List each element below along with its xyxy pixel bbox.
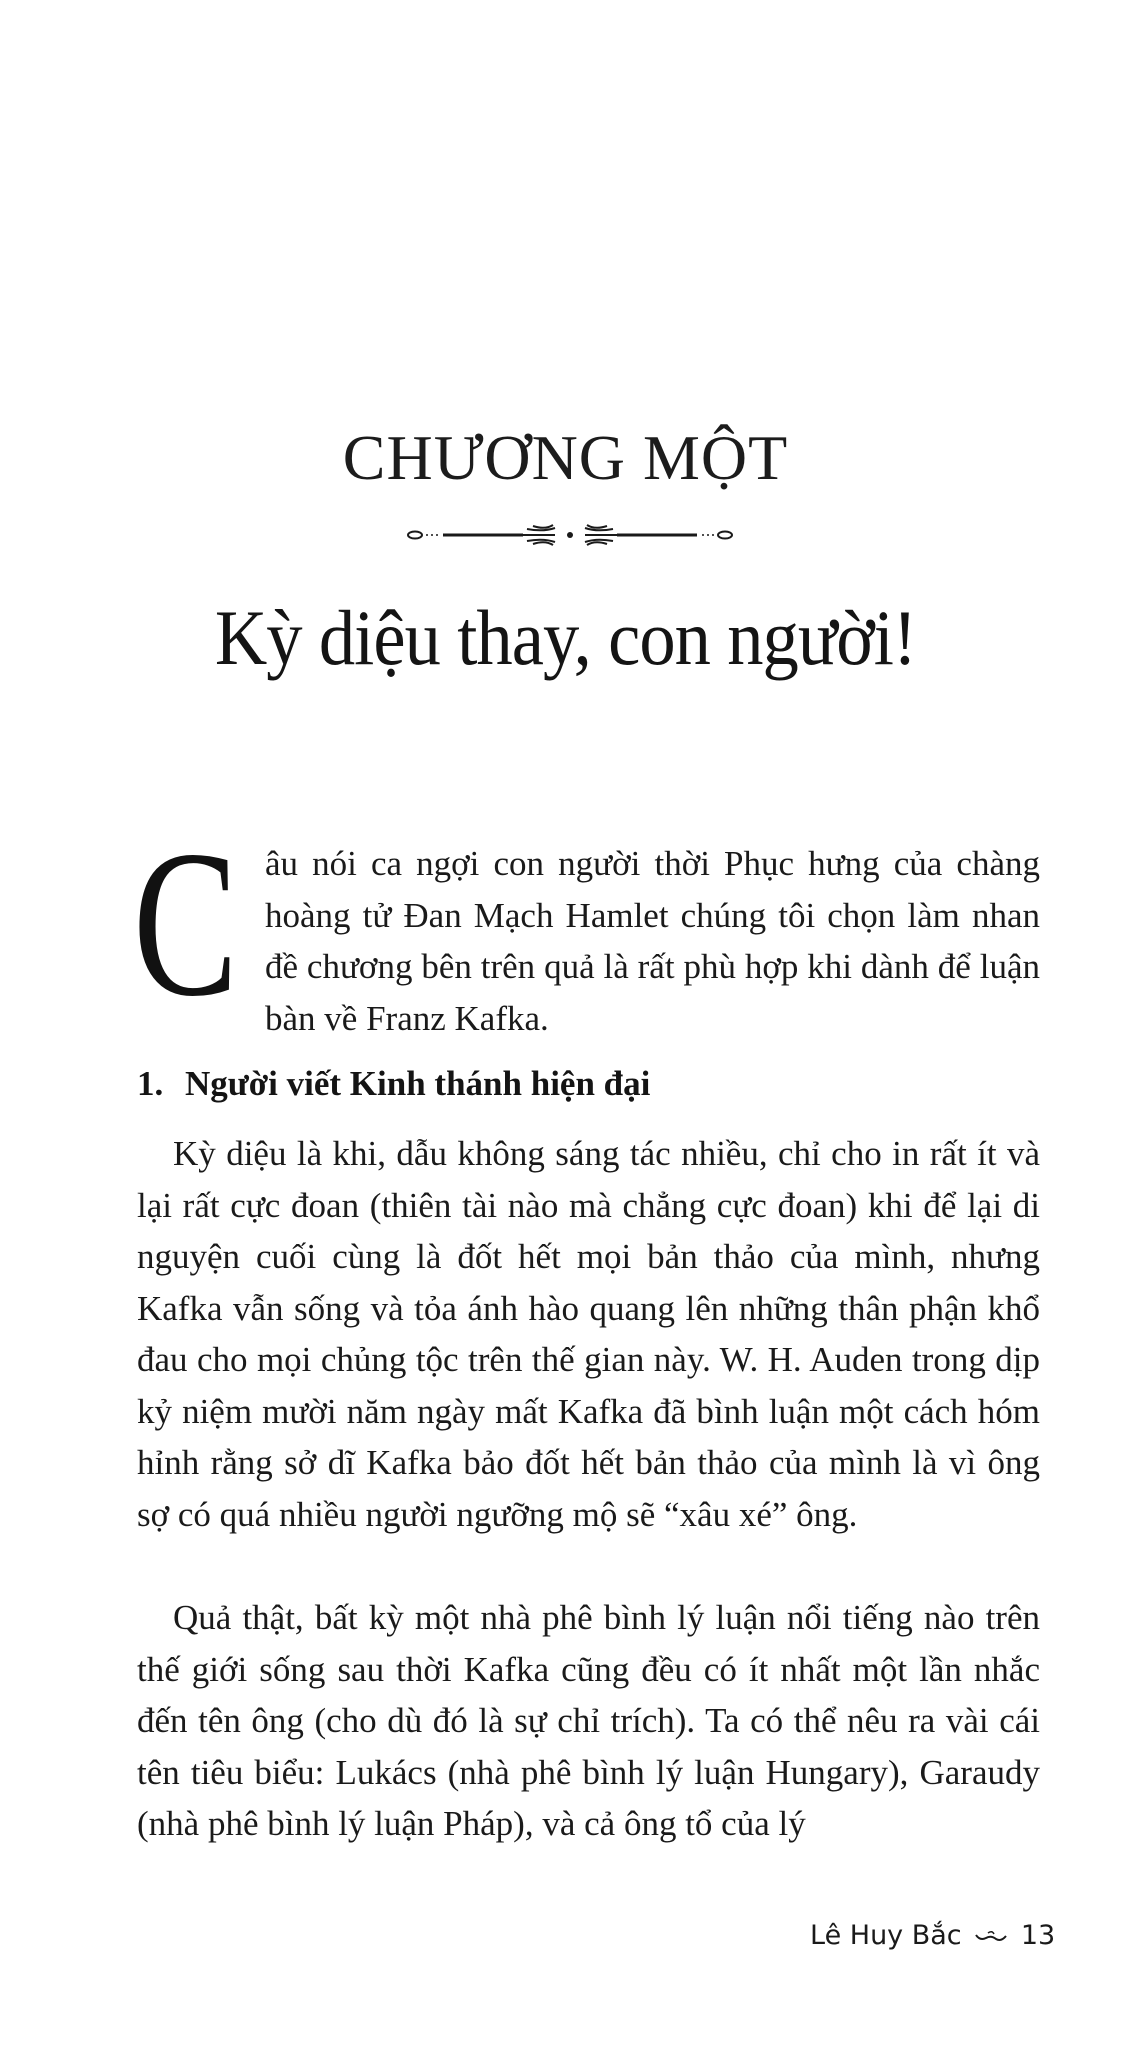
intro-paragraph bbox=[133, 808, 1040, 1044]
footer-flourish-icon bbox=[974, 1929, 1008, 1945]
chapter-title: Kỳ diệu thay, con người! bbox=[214, 594, 917, 681]
page-footer bbox=[810, 1916, 1055, 1956]
section-heading bbox=[137, 1058, 650, 1110]
page-number: 13 bbox=[1020, 1920, 1056, 1951]
chapter-label: CHƯƠNG MỘT bbox=[342, 422, 789, 493]
section-number: 1. bbox=[137, 1064, 164, 1103]
body-paragraph: Kỳ diệu là khi, dẫu không sáng tác nhiều, chỉ cho in rất ít và lại rất cực đoan (thiên tài nào mà chẳng cực đoan) khi để lại di nguyện cuối cùng là đốt hết mọi bản thảo của mình, nhưng Kafka vẫn sống và tỏa ánh hào quang lên những thân phận khổ đau cho mọi chủng tộc trên thế gian này. W. H. Auden trong dịp kỷ niệm mười năm ngày mất Kafka đã bình luận một cách hóm hỉnh rằng sở dĩ Kafka bảo đốt hết bản thảo của mình là vì ông sợ có quá nhiều người ngưỡng mộ sẽ “xâu xé” ông. bbox=[137, 1134, 1040, 1534]
decorative-divider-ornament-icon bbox=[405, 520, 735, 550]
section-heading-text: Người viết Kinh thánh hiện đại bbox=[185, 1064, 651, 1103]
author-name: Lê Huy Bắc bbox=[810, 1920, 962, 1951]
body-paragraph: Quả thật, bất kỳ một nhà phê bình lý luận nổi tiếng nào trên thế giới sống sau thời Kafka cũng đều có ít nhất một lần nhắc đến tên ông (cho dù đó là sự chỉ trích). Ta có thể nêu ra vài cái tên tiêu biểu: Lukács (nhà phê bình lý luận Hungary), Garaudy (nhà phê bình lý luận Pháp), và cả ông tổ của lý bbox=[137, 1598, 1040, 1843]
drop-cap-letter: C bbox=[133, 808, 239, 1040]
intro-paragraph-text: âu nói ca ngợi con người thời Phục hưng của chàng hoàng tử Đan Mạch Hamlet chúng tôi chọn làm nhan đề chương bên trên quả là rất phù hợp khi dành để luận bàn về Franz Kafka. bbox=[265, 844, 1040, 1038]
